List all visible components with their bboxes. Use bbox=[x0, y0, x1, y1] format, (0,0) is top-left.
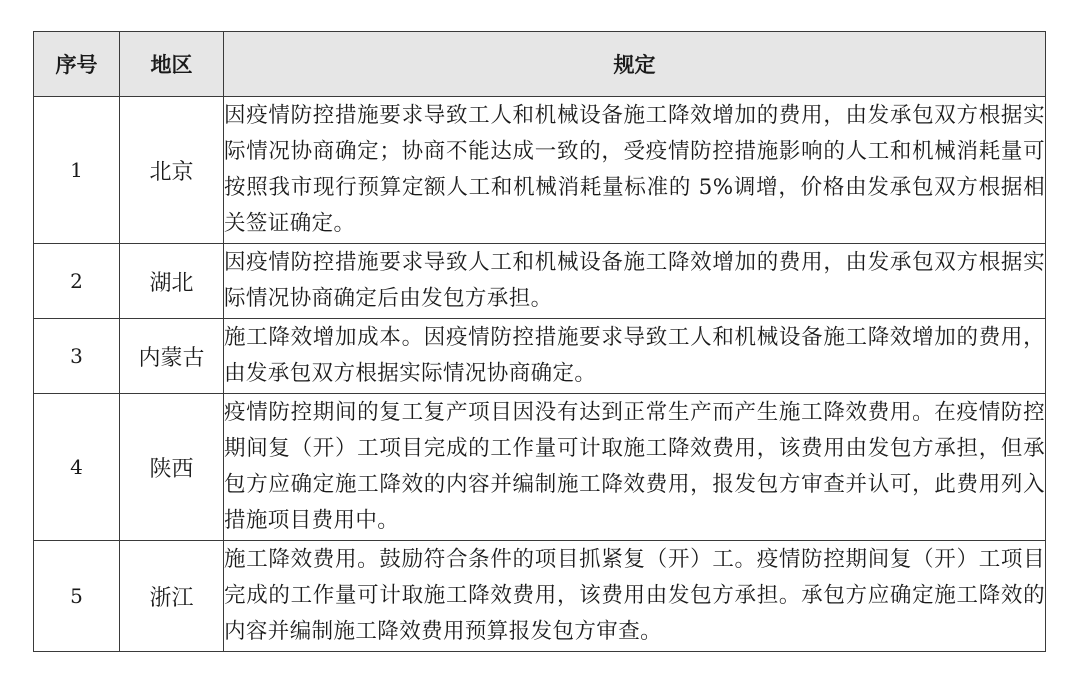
row-region: 陕西 bbox=[120, 394, 224, 541]
row-no: 2 bbox=[34, 244, 120, 319]
row-rule: 施工降效费用。鼓励符合条件的项目抓紧复（开）工。疫情防控期间复（开）工项目完成的工作量可计取施工降效费用，该费用由发包方承担。承包方应确定施工降效的内容并编制施工降效费用预算报发包方审查。 bbox=[224, 541, 1046, 652]
row-no: 3 bbox=[34, 319, 120, 394]
row-region: 内蒙古 bbox=[120, 319, 224, 394]
row-region: 湖北 bbox=[120, 244, 224, 319]
table-row bbox=[34, 244, 1046, 319]
header-region: 地区 bbox=[120, 32, 224, 97]
row-rule: 疫情防控期间的复工复产项目因没有达到正常生产而产生施工降效费用。在疫情防控期间复（开）工项目完成的工作量可计取施工降效费用，该费用由发包方承担，但承包方应确定施工降效的内容并编制施工降效费用，报发包方审查并认可，此费用列入措施项目费用中。 bbox=[224, 394, 1046, 541]
row-region: 浙江 bbox=[120, 541, 224, 652]
row-no: 4 bbox=[34, 394, 120, 541]
row-no: 1 bbox=[34, 97, 120, 244]
table-row bbox=[34, 394, 1046, 541]
row-rule: 施工降效增加成本。因疫情防控措施要求导致工人和机械设备施工降效增加的费用，由发承包双方根据实际情况协商确定。 bbox=[224, 319, 1046, 394]
table-row bbox=[34, 97, 1046, 244]
header-no: 序号 bbox=[34, 32, 120, 97]
regulations-table bbox=[33, 31, 1046, 652]
row-region: 北京 bbox=[120, 97, 224, 244]
table-header-row bbox=[34, 32, 1046, 97]
row-no: 5 bbox=[34, 541, 120, 652]
table-row bbox=[34, 319, 1046, 394]
header-rule: 规定 bbox=[224, 32, 1046, 97]
table-row bbox=[34, 541, 1046, 652]
row-rule: 因疫情防控措施要求导致人工和机械设备施工降效增加的费用，由发承包双方根据实际情况协商确定后由发包方承担。 bbox=[224, 244, 1046, 319]
row-rule: 因疫情防控措施要求导致工人和机械设备施工降效增加的费用，由发承包双方根据实际情况协商确定；协商不能达成一致的，受疫情防控措施影响的人工和机械消耗量可按照我市现行预算定额人工和机械消耗量标准的 5%调增，价格由发承包双方根据相关签证确定。 bbox=[224, 97, 1046, 244]
